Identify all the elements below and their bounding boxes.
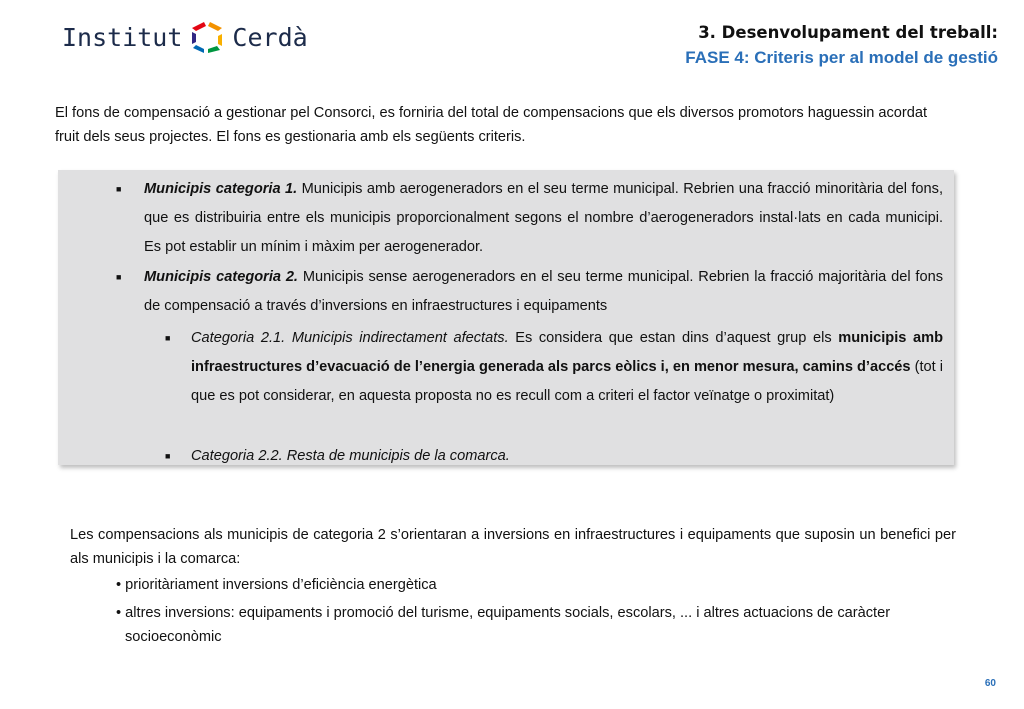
category-2-title: Municipis categoria 2.: [144, 269, 298, 285]
square-bullet-icon: ■: [165, 333, 171, 343]
section-title: 3. Desenvolupament del treball:: [698, 23, 998, 42]
square-bullet-icon: ■: [116, 184, 122, 194]
category-1-text: Municipis amb aerogeneradors en el seu terme municipal. Rebrien una fracció minoritària del fons, que es distribuiria entre els municipis proporcionalment segons el nombre d’aerogeneradors instal·lats en cada municipi. Es pot establir un mínim i màxim per aerogenerador.: [144, 181, 943, 255]
category-1-title: Municipis categoria 1.: [144, 181, 298, 197]
square-bullet-icon: ■: [116, 272, 122, 282]
category-2-2-text: Categoria 2.2. Resta de municipis de la comarca.: [191, 448, 510, 464]
square-bullet-icon: ■: [165, 451, 171, 461]
list-item-continuation: socioeconòmic: [125, 629, 222, 645]
list-item: • prioritàriament inversions d’eficiència energètica: [116, 577, 437, 593]
logo-text-right: Cerdà: [232, 22, 308, 52]
category-2-item: [144, 263, 943, 321]
section-subtitle: FASE 4: Criteris per al model de gestió: [685, 48, 998, 67]
intro-paragraph: El fons de compensació a gestionar pel Consorci, es forniria del total de compensacions que els diversos promotors haguessin acordat fruit dels seus projectes. El fons es gestionaria amb els següents criteris.: [55, 105, 928, 145]
institut-cerda-logo: [62, 16, 308, 58]
category-2-1-title: Categoria 2.1. Municipis indirectament afectats.: [191, 330, 509, 346]
logo-text-left: Institut: [62, 22, 183, 52]
section-header: [685, 22, 998, 70]
category-2-1-text-a: Es considera que estan dins d’aquest grup els: [508, 330, 839, 346]
category-1-item: [144, 175, 943, 262]
outro-paragraph: Les compensacions als municipis de categoria 2 s’orientaran a inversions en infraestructures i equipaments que suposin un benefici per als municipis i la comarca:: [70, 527, 956, 567]
category-2-1-text-b: (tot i que es pot considerar, en aquesta proposta no es recull com a criteri el factor veïnatge o proximitat): [191, 359, 943, 404]
category-2-2-item: [191, 442, 943, 471]
list-item: • altres inversions: equipaments i promoció del turisme, equipaments socials, escolars, ... i altres actuacions de caràcter: [116, 605, 891, 621]
category-2-1-item: [191, 324, 943, 411]
page-number: 60: [984, 678, 996, 689]
category-2-text: Municipis sense aerogeneradors en el seu terme municipal. Rebrien la fracció majoritària del fons de compensació a través d’inversions en infraestructures i equipaments: [144, 269, 943, 314]
logo-mark-icon: [190, 20, 224, 54]
category-2-1-bold: municipis amb infraestructures d’evacuació de l’energia generada als parcs eòlics i, en menor mesura, camins d’accés: [191, 330, 943, 375]
